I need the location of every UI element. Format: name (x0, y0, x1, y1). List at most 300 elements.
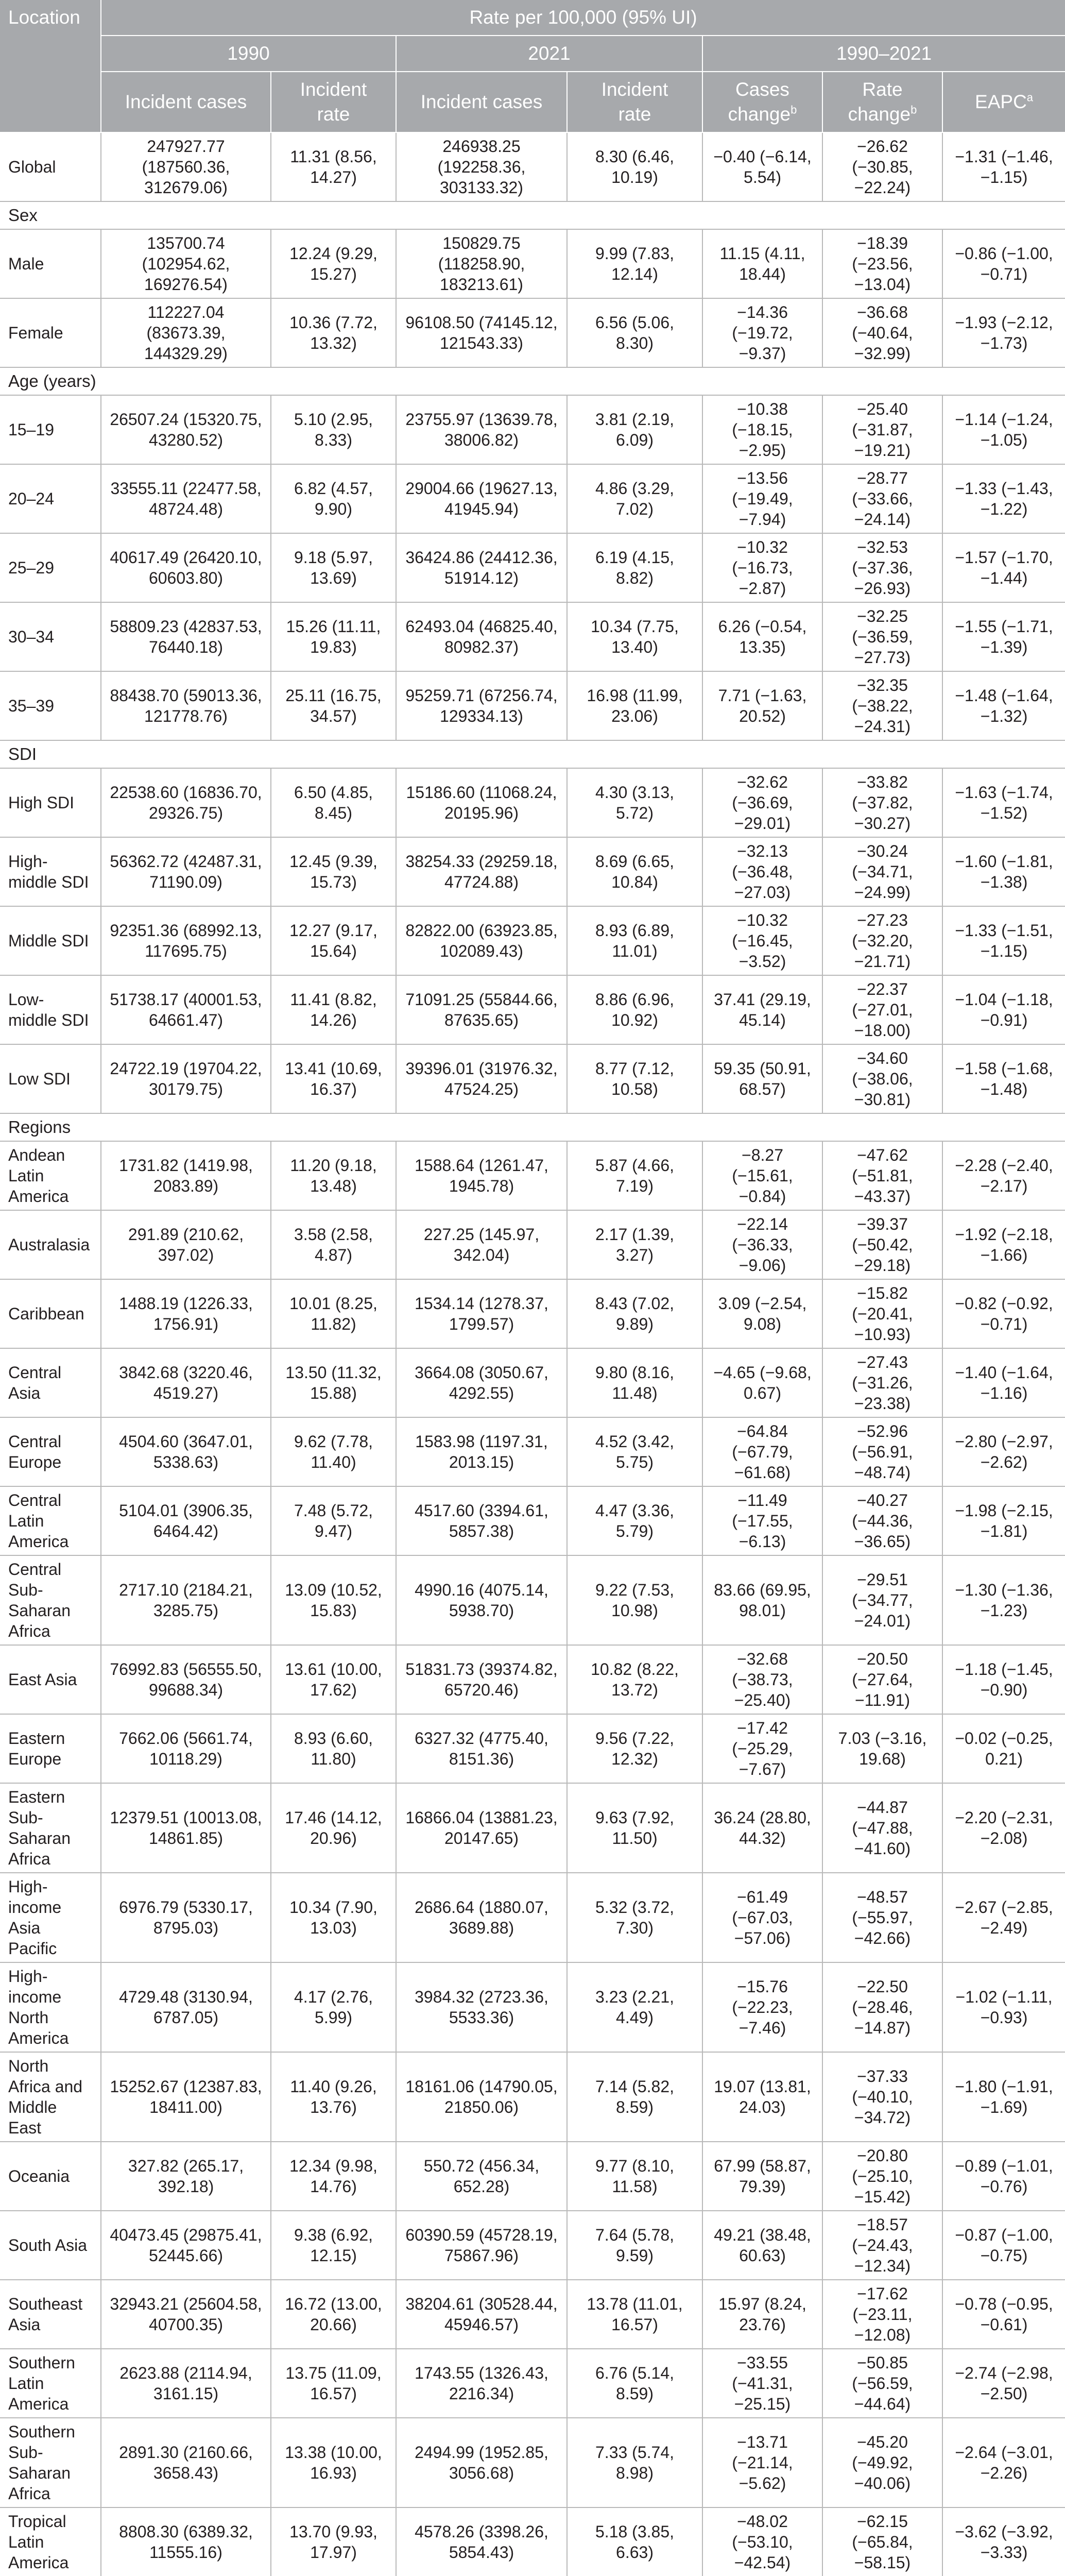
header-row-3 (0, 72, 1065, 132)
rate-2021-cell: 9.56 (7.22, 12.32) (567, 1714, 702, 1783)
rate-change-cell: −34.60 (−38.06, −30.81) (822, 1044, 942, 1113)
rate-2021-cell: 10.34 (7.75, 13.40) (567, 602, 702, 671)
location-cell: South Asia (0, 2211, 101, 2280)
table-row (0, 975, 1065, 1044)
rate-2021-cell: 3.23 (2.21, 4.49) (567, 1962, 702, 2052)
rate-change-cell: −30.24 (−34.71, −24.99) (822, 837, 942, 906)
cases-2021-cell: 51831.73 (39374.82, 65720.46) (396, 1645, 567, 1714)
cases-1990-cell: 33555.11 (22477.58, 48724.48) (101, 464, 271, 533)
cases-2021-cell: 1534.14 (1278.37, 1799.57) (396, 1279, 567, 1348)
rate-1990-cell: 13.61 (10.00, 17.62) (271, 1645, 396, 1714)
location-cell: 20–24 (0, 464, 101, 533)
eapc-cell: −0.82 (−0.92, −0.71) (942, 1279, 1065, 1348)
location-cell: 15–19 (0, 395, 101, 464)
cases-2021-cell: 96108.50 (74145.12, 121543.33) (396, 298, 567, 367)
cases-change-cell: 36.24 (28.80, 44.32) (702, 1783, 822, 1873)
cases-1990-cell: 51738.17 (40001.53, 64661.47) (101, 975, 271, 1044)
table-row (0, 395, 1065, 464)
rate-1990-cell: 10.36 (7.72, 13.32) (271, 298, 396, 367)
location-cell: 30–34 (0, 602, 101, 671)
location-cell: 35–39 (0, 671, 101, 740)
section-label: Sex (0, 201, 1065, 229)
rate-1990-cell: 9.18 (5.97, 13.69) (271, 533, 396, 602)
cases-2021-cell: 39396.01 (31976.32, 47524.25) (396, 1044, 567, 1113)
rate-change-cell: −27.23 (−32.20, −21.71) (822, 906, 942, 975)
rate-change-cell: −17.62 (−23.11, −12.08) (822, 2280, 942, 2349)
rate-1990-cell: 13.70 (9.93, 17.97) (271, 2507, 396, 2576)
location-cell: Global (0, 132, 101, 201)
table-row (0, 602, 1065, 671)
table-row (0, 2418, 1065, 2507)
section-label: Age (years) (0, 367, 1065, 395)
cases-change-cell: −11.49 (−17.55, −6.13) (702, 1486, 822, 1555)
eapc-cell: −1.02 (−1.11, −0.93) (942, 1962, 1065, 2052)
eapc-cell: −0.02 (−0.25, 0.21) (942, 1714, 1065, 1783)
rate-2021-cell: 6.76 (5.14, 8.59) (567, 2349, 702, 2418)
eapc-cell: −0.78 (−0.95, −0.61) (942, 2280, 1065, 2349)
cases-2021-cell: 6327.32 (4775.40, 8151.36) (396, 1714, 567, 1783)
section-label: SDI (0, 740, 1065, 768)
table-row (0, 1141, 1065, 1210)
cases-1990-cell: 327.82 (265.17, 392.18) (101, 2142, 271, 2211)
rate-2021-cell: 5.18 (3.85, 6.63) (567, 2507, 702, 2576)
rate-2021-cell: 9.99 (7.83, 12.14) (567, 229, 702, 298)
rate-change-cell: −27.43 (−31.26, −23.38) (822, 1348, 942, 1417)
location-cell: Caribbean (0, 1279, 101, 1348)
rate-1990-cell: 16.72 (13.00, 20.66) (271, 2280, 396, 2349)
rate-change-cell: −32.53 (−37.36, −26.93) (822, 533, 942, 602)
header-2021: 2021 (396, 36, 702, 72)
eapc-cell: −1.30 (−1.36, −1.23) (942, 1555, 1065, 1645)
eapc-cell: −1.57 (−1.70, −1.44) (942, 533, 1065, 602)
rate-change-cell: −18.57 (−24.43, −12.34) (822, 2211, 942, 2280)
rate-change-cell: −22.37 (−27.01, −18.00) (822, 975, 942, 1044)
cases-change-cell: −4.65 (−9.68, 0.67) (702, 1348, 822, 1417)
rate-1990-cell: 3.58 (2.58, 4.87) (271, 1210, 396, 1279)
cases-1990-cell: 58809.23 (42837.53, 76440.18) (101, 602, 271, 671)
cases-1990-cell: 12379.51 (10013.08, 14861.85) (101, 1783, 271, 1873)
cases-1990-cell: 1731.82 (1419.98, 2083.89) (101, 1141, 271, 1210)
rate-1990-cell: 6.50 (4.85, 8.45) (271, 768, 396, 837)
location-cell: North Africa and Middle East (0, 2052, 101, 2142)
rate-change-cell: −25.40 (−31.87, −19.21) (822, 395, 942, 464)
table-row (0, 1645, 1065, 1714)
rate-2021-cell: 6.56 (5.06, 8.30) (567, 298, 702, 367)
cases-2021-cell: 246938.25 (192258.36, 303133.32) (396, 132, 567, 201)
location-cell: Central Asia (0, 1348, 101, 1417)
rate-2021-cell: 8.30 (6.46, 10.19) (567, 132, 702, 201)
cases-1990-cell: 247927.77 (187560.36, 312679.06) (101, 132, 271, 201)
location-cell: East Asia (0, 1645, 101, 1714)
eapc-cell: −1.33 (−1.51, −1.15) (942, 906, 1065, 975)
cases-change-cell: −0.40 (−6.14, 5.54) (702, 132, 822, 201)
rate-1990-cell: 11.31 (8.56, 14.27) (271, 132, 396, 201)
table-row (0, 1714, 1065, 1783)
rate-1990-cell: 11.40 (9.26, 13.76) (271, 2052, 396, 2142)
cases-change-cell: 67.99 (58.87, 79.39) (702, 2142, 822, 2211)
section-label: Regions (0, 1113, 1065, 1141)
rate-change-cell: −26.62 (−30.85, −22.24) (822, 132, 942, 201)
eapc-cell: −0.86 (−1.00, −0.71) (942, 229, 1065, 298)
table-row (0, 1555, 1065, 1645)
rate-1990-cell: 12.45 (9.39, 15.73) (271, 837, 396, 906)
rate-change-cell: −22.50 (−28.46, −14.87) (822, 1962, 942, 2052)
eapc-cell: −1.80 (−1.91, −1.69) (942, 2052, 1065, 2142)
cases-1990-cell: 7662.06 (5661.74, 10118.29) (101, 1714, 271, 1783)
header-cases-change: Cases change$^b$ (702, 72, 822, 132)
cases-2021-cell: 1583.98 (1197.31, 2013.15) (396, 1417, 567, 1486)
cases-change-cell: −61.49 (−67.03, −57.06) (702, 1873, 822, 1962)
table-row (0, 1279, 1065, 1348)
rate-1990-cell: 6.82 (4.57, 9.90) (271, 464, 396, 533)
table-row (0, 132, 1065, 201)
location-cell: Low SDI (0, 1044, 101, 1113)
table-row (0, 1486, 1065, 1555)
cases-1990-cell: 2623.88 (2114.94, 3161.15) (101, 2349, 271, 2418)
section-row (0, 201, 1065, 229)
header-incident-rate-2021: Incident rate (567, 72, 702, 132)
rate-change-cell: −28.77 (−33.66, −24.14) (822, 464, 942, 533)
rate-1990-cell: 13.09 (10.52, 15.83) (271, 1555, 396, 1645)
table-row (0, 298, 1065, 367)
location-cell: Central Latin America (0, 1486, 101, 1555)
cases-2021-cell: 71091.25 (55844.66, 87635.65) (396, 975, 567, 1044)
section-row (0, 367, 1065, 395)
cases-2021-cell: 62493.04 (46825.40, 80982.37) (396, 602, 567, 671)
rate-change-cell: −39.37 (−50.42, −29.18) (822, 1210, 942, 1279)
rate-2021-cell: 7.14 (5.82, 8.59) (567, 2052, 702, 2142)
rate-change-cell: −32.35 (−38.22, −24.31) (822, 671, 942, 740)
cases-change-cell: −17.42 (−25.29, −7.67) (702, 1714, 822, 1783)
location-cell: 25–29 (0, 533, 101, 602)
location-cell: Male (0, 229, 101, 298)
location-cell: High- income Asia Pacific (0, 1873, 101, 1962)
cases-1990-cell: 88438.70 (59013.36, 121778.76) (101, 671, 271, 740)
cases-1990-cell: 40617.49 (26420.10, 60603.80) (101, 533, 271, 602)
rate-change-cell: −62.15 (−65.84, −58.15) (822, 2507, 942, 2576)
header-incident-cases-2021: Incident cases (396, 72, 567, 132)
header-incident-cases-1990: Incident cases (101, 72, 271, 132)
cases-1990-cell: 112227.04 (83673.39, 144329.29) (101, 298, 271, 367)
cases-change-cell: −32.68 (−38.73, −25.40) (702, 1645, 822, 1714)
cases-2021-cell: 15186.60 (11068.24, 20195.96) (396, 768, 567, 837)
header-eapc: EAPC$^a$ (942, 72, 1065, 132)
rate-2021-cell: 6.19 (4.15, 8.82) (567, 533, 702, 602)
cases-1990-cell: 92351.36 (68992.13, 117695.75) (101, 906, 271, 975)
location-cell: Middle SDI (0, 906, 101, 975)
cases-2021-cell: 23755.97 (13639.78, 38006.82) (396, 395, 567, 464)
eapc-cell: −0.87 (−1.00, −0.75) (942, 2211, 1065, 2280)
cases-2021-cell: 60390.59 (45728.19, 75867.96) (396, 2211, 567, 2280)
cases-2021-cell: 38254.33 (29259.18, 47724.88) (396, 837, 567, 906)
table-row (0, 2052, 1065, 2142)
rate-change-cell: 7.03 (−3.16, 19.68) (822, 1714, 942, 1783)
eapc-cell: −2.80 (−2.97, −2.62) (942, 1417, 1065, 1486)
rate-change-cell: −37.33 (−40.10, −34.72) (822, 2052, 942, 2142)
eapc-cell: −1.33 (−1.43, −1.22) (942, 464, 1065, 533)
cases-change-cell: −10.32 (−16.45, −3.52) (702, 906, 822, 975)
location-cell: Female (0, 298, 101, 367)
cases-change-cell: −10.38 (−18.15, −2.95) (702, 395, 822, 464)
cases-2021-cell: 4990.16 (4075.14, 5938.70) (396, 1555, 567, 1645)
cases-1990-cell: 2891.30 (2160.66, 3658.43) (101, 2418, 271, 2507)
rate-1990-cell: 7.48 (5.72, 9.47) (271, 1486, 396, 1555)
cases-2021-cell: 150829.75 (118258.90, 183213.61) (396, 229, 567, 298)
rate-1990-cell: 4.17 (2.76, 5.99) (271, 1962, 396, 2052)
rate-1990-cell: 17.46 (14.12, 20.96) (271, 1783, 396, 1873)
cases-1990-cell: 40473.45 (29875.41, 52445.66) (101, 2211, 271, 2280)
cases-1990-cell: 291.89 (210.62, 397.02) (101, 1210, 271, 1279)
table-row (0, 2349, 1065, 2418)
location-cell: Andean Latin America (0, 1141, 101, 1210)
rate-2021-cell: 13.78 (11.01, 16.57) (567, 2280, 702, 2349)
cases-change-cell: 7.71 (−1.63, 20.52) (702, 671, 822, 740)
rate-2021-cell: 8.86 (6.96, 10.92) (567, 975, 702, 1044)
rate-2021-cell: 8.43 (7.02, 9.89) (567, 1279, 702, 1348)
table-row (0, 906, 1065, 975)
cases-change-cell: 83.66 (69.95, 98.01) (702, 1555, 822, 1645)
rate-2021-cell: 8.69 (6.65, 10.84) (567, 837, 702, 906)
cases-2021-cell: 95259.71 (67256.74, 129334.13) (396, 671, 567, 740)
cases-1990-cell: 3842.68 (3220.46, 4519.27) (101, 1348, 271, 1417)
header-row-1 (0, 0, 1065, 36)
table-row (0, 2507, 1065, 2576)
rate-2021-cell: 10.82 (8.22, 13.72) (567, 1645, 702, 1714)
location-cell: Southern Latin America (0, 2349, 101, 2418)
rate-change-cell: −20.80 (−25.10, −15.42) (822, 2142, 942, 2211)
cases-1990-cell: 5104.01 (3906.35, 6464.42) (101, 1486, 271, 1555)
cases-change-cell: −15.76 (−22.23, −7.46) (702, 1962, 822, 2052)
cases-1990-cell: 4504.60 (3647.01, 5338.63) (101, 1417, 271, 1486)
eapc-cell: −1.58 (−1.68, −1.48) (942, 1044, 1065, 1113)
rate-2021-cell: 4.52 (3.42, 5.75) (567, 1417, 702, 1486)
rate-change-cell: −52.96 (−56.91, −48.74) (822, 1417, 942, 1486)
location-cell: Oceania (0, 2142, 101, 2211)
cases-change-cell: 37.41 (29.19, 45.14) (702, 975, 822, 1044)
eapc-cell: −0.89 (−1.01, −0.76) (942, 2142, 1065, 2211)
cases-2021-cell: 29004.66 (19627.13, 41945.94) (396, 464, 567, 533)
cases-2021-cell: 16866.04 (13881.23, 20147.65) (396, 1783, 567, 1873)
location-cell: Southeast Asia (0, 2280, 101, 2349)
cases-change-cell: −8.27 (−15.61, −0.84) (702, 1141, 822, 1210)
rate-change-cell: −33.82 (−37.82, −30.27) (822, 768, 942, 837)
cases-2021-cell: 1743.55 (1326.43, 2216.34) (396, 2349, 567, 2418)
rate-1990-cell: 15.26 (11.11, 19.83) (271, 602, 396, 671)
cases-change-cell: 59.35 (50.91, 68.57) (702, 1044, 822, 1113)
cases-2021-cell: 36424.86 (24412.36, 51914.12) (396, 533, 567, 602)
eapc-cell: −1.14 (−1.24, −1.05) (942, 395, 1065, 464)
cases-change-cell: −10.32 (−16.73, −2.87) (702, 533, 822, 602)
rate-1990-cell: 12.27 (9.17, 15.64) (271, 906, 396, 975)
rate-2021-cell: 5.87 (4.66, 7.19) (567, 1141, 702, 1210)
cases-change-cell: −32.62 (−36.69, −29.01) (702, 768, 822, 837)
rate-1990-cell: 9.38 (6.92, 12.15) (271, 2211, 396, 2280)
table-row (0, 2211, 1065, 2280)
cases-1990-cell: 1488.19 (1226.33, 1756.91) (101, 1279, 271, 1348)
cases-2021-cell: 3984.32 (2723.36, 5533.36) (396, 1962, 567, 2052)
location-cell: Central Sub- Saharan Africa (0, 1555, 101, 1645)
cases-2021-cell: 550.72 (456.34, 652.28) (396, 2142, 567, 2211)
location-cell: Low- middle SDI (0, 975, 101, 1044)
rate-change-cell: −18.39 (−23.56, −13.04) (822, 229, 942, 298)
cases-change-cell: −64.84 (−67.79, −61.68) (702, 1417, 822, 1486)
rate-2021-cell: 9.77 (8.10, 11.58) (567, 2142, 702, 2211)
cases-2021-cell: 227.25 (145.97, 342.04) (396, 1210, 567, 1279)
cases-change-cell: −13.56 (−19.49, −7.94) (702, 464, 822, 533)
rate-2021-cell: 5.32 (3.72, 7.30) (567, 1873, 702, 1962)
cases-change-cell: −32.13 (−36.48, −27.03) (702, 837, 822, 906)
rate-change-cell: −20.50 (−27.64, −11.91) (822, 1645, 942, 1714)
cases-change-cell: 6.26 (−0.54, 13.35) (702, 602, 822, 671)
location-cell: Eastern Sub- Saharan Africa (0, 1783, 101, 1873)
rate-1990-cell: 13.75 (11.09, 16.57) (271, 2349, 396, 2418)
rate-1990-cell: 12.24 (9.29, 15.27) (271, 229, 396, 298)
eapc-cell: −2.20 (−2.31, −2.08) (942, 1783, 1065, 1873)
rate-1990-cell: 13.38 (10.00, 16.93) (271, 2418, 396, 2507)
table-row (0, 533, 1065, 602)
eapc-cell: −2.64 (−3.01, −2.26) (942, 2418, 1065, 2507)
table-row (0, 229, 1065, 298)
cases-1990-cell: 8808.30 (6389.32, 11555.16) (101, 2507, 271, 2576)
cases-change-cell: −22.14 (−36.33, −9.06) (702, 1210, 822, 1279)
table-row (0, 837, 1065, 906)
cases-2021-cell: 2686.64 (1880.07, 3689.88) (396, 1873, 567, 1962)
cases-1990-cell: 24722.19 (19704.22, 30179.75) (101, 1044, 271, 1113)
rate-2021-cell: 3.81 (2.19, 6.09) (567, 395, 702, 464)
rate-change-cell: −15.82 (−20.41, −10.93) (822, 1279, 942, 1348)
header-1990: 1990 (101, 36, 396, 72)
header-location: Location (0, 0, 101, 132)
cases-1990-cell: 32943.21 (25604.58, 40700.35) (101, 2280, 271, 2349)
rate-2021-cell: 9.22 (7.53, 10.98) (567, 1555, 702, 1645)
location-cell: Australasia (0, 1210, 101, 1279)
table-row (0, 2142, 1065, 2211)
eapc-cell: −1.31 (−1.46, −1.15) (942, 132, 1065, 201)
eapc-cell: −1.18 (−1.45, −0.90) (942, 1645, 1065, 1714)
rate-1990-cell: 5.10 (2.95, 8.33) (271, 395, 396, 464)
rate-change-cell: −32.25 (−36.59, −27.73) (822, 602, 942, 671)
location-cell: Tropical Latin America (0, 2507, 101, 2576)
location-cell: High- income North America (0, 1962, 101, 2052)
rate-2021-cell: 8.93 (6.89, 11.01) (567, 906, 702, 975)
section-row (0, 1113, 1065, 1141)
cases-2021-cell: 2494.99 (1952.85, 3056.68) (396, 2418, 567, 2507)
rate-change-cell: −44.87 (−47.88, −41.60) (822, 1783, 942, 1873)
rate-1990-cell: 9.62 (7.78, 11.40) (271, 1417, 396, 1486)
cases-change-cell: −48.02 (−53.10, −42.54) (702, 2507, 822, 2576)
cases-change-cell: 49.21 (38.48, 60.63) (702, 2211, 822, 2280)
rate-1990-cell: 25.11 (16.75, 34.57) (271, 671, 396, 740)
rate-1990-cell: 13.50 (11.32, 15.88) (271, 1348, 396, 1417)
rate-1990-cell: 11.41 (8.82, 14.26) (271, 975, 396, 1044)
eapc-cell: −1.55 (−1.71, −1.39) (942, 602, 1065, 671)
table-row (0, 1210, 1065, 1279)
cases-2021-cell: 3664.08 (3050.67, 4292.55) (396, 1348, 567, 1417)
location-cell: High SDI (0, 768, 101, 837)
rate-change-cell: −45.20 (−49.92, −40.06) (822, 2418, 942, 2507)
location-cell: Central Europe (0, 1417, 101, 1486)
cases-change-cell: 19.07 (13.81, 24.03) (702, 2052, 822, 2142)
rate-change-cell: −50.85 (−56.59, −44.64) (822, 2349, 942, 2418)
rate-2021-cell: 7.33 (5.74, 8.98) (567, 2418, 702, 2507)
rate-2021-cell: 4.86 (3.29, 7.02) (567, 464, 702, 533)
header-row-2 (0, 36, 1065, 72)
cases-change-cell: −33.55 (−41.31, −25.15) (702, 2349, 822, 2418)
cases-change-cell: 15.97 (8.24, 23.76) (702, 2280, 822, 2349)
cases-1990-cell: 6976.79 (5330.17, 8795.03) (101, 1873, 271, 1962)
eapc-cell: −1.04 (−1.18, −0.91) (942, 975, 1065, 1044)
cases-1990-cell: 4729.48 (3130.94, 6787.05) (101, 1962, 271, 2052)
cases-2021-cell: 4517.60 (3394.61, 5857.38) (396, 1486, 567, 1555)
rate-2021-cell: 9.80 (8.16, 11.48) (567, 1348, 702, 1417)
cases-1990-cell: 22538.60 (16836.70, 29326.75) (101, 768, 271, 837)
header-incident-rate-1990: Incident rate (271, 72, 396, 132)
cases-1990-cell: 56362.72 (42487.31, 71190.09) (101, 837, 271, 906)
rate-change-cell: −36.68 (−40.64, −32.99) (822, 298, 942, 367)
cases-change-cell: −14.36 (−19.72, −9.37) (702, 298, 822, 367)
rate-2021-cell: 7.64 (5.78, 9.59) (567, 2211, 702, 2280)
table-row (0, 1348, 1065, 1417)
rate-1990-cell: 10.34 (7.90, 13.03) (271, 1873, 396, 1962)
cases-change-cell: 11.15 (4.11, 18.44) (702, 229, 822, 298)
rate-1990-cell: 13.41 (10.69, 16.37) (271, 1044, 396, 1113)
eapc-cell: −1.92 (−2.18, −1.66) (942, 1210, 1065, 1279)
rate-2021-cell: 16.98 (11.99, 23.06) (567, 671, 702, 740)
table-row (0, 1962, 1065, 2052)
eapc-cell: −1.40 (−1.64, −1.16) (942, 1348, 1065, 1417)
eapc-cell: −1.48 (−1.64, −1.32) (942, 671, 1065, 740)
cases-change-cell: 3.09 (−2.54, 9.08) (702, 1279, 822, 1348)
rate-1990-cell: 12.34 (9.98, 14.76) (271, 2142, 396, 2211)
eapc-cell: −3.62 (−3.92, −3.33) (942, 2507, 1065, 2576)
rate-1990-cell: 8.93 (6.60, 11.80) (271, 1714, 396, 1783)
cases-1990-cell: 76992.83 (56555.50, 99688.34) (101, 1645, 271, 1714)
rate-2021-cell: 4.30 (3.13, 5.72) (567, 768, 702, 837)
rate-change-cell: −40.27 (−44.36, −36.65) (822, 1486, 942, 1555)
cases-1990-cell: 2717.10 (2184.21, 3285.75) (101, 1555, 271, 1645)
table-row (0, 1783, 1065, 1873)
cases-2021-cell: 82822.00 (63923.85, 102089.43) (396, 906, 567, 975)
rate-2021-cell: 8.77 (7.12, 10.58) (567, 1044, 702, 1113)
cases-1990-cell: 26507.24 (15320.75, 43280.52) (101, 395, 271, 464)
eapc-cell: −2.74 (−2.98, −2.50) (942, 2349, 1065, 2418)
location-cell: Eastern Europe (0, 1714, 101, 1783)
eapc-cell: −1.63 (−1.74, −1.52) (942, 768, 1065, 837)
rate-2021-cell: 4.47 (3.36, 5.79) (567, 1486, 702, 1555)
cases-2021-cell: 18161.06 (14790.05, 21850.06) (396, 2052, 567, 2142)
table-row (0, 1417, 1065, 1486)
table-row (0, 464, 1065, 533)
table-row (0, 768, 1065, 837)
rate-2021-cell: 9.63 (7.92, 11.50) (567, 1783, 702, 1873)
cases-2021-cell: 1588.64 (1261.47, 1945.78) (396, 1141, 567, 1210)
eapc-cell: −1.98 (−2.15, −1.81) (942, 1486, 1065, 1555)
rate-1990-cell: 10.01 (8.25, 11.82) (271, 1279, 396, 1348)
eapc-cell: −1.93 (−2.12, −1.73) (942, 298, 1065, 367)
table-row (0, 2280, 1065, 2349)
table-row (0, 1873, 1065, 1962)
header-rate-change: Rate change$^b$ (822, 72, 942, 132)
header-change: 1990–2021 (702, 36, 1065, 72)
eapc-cell: −2.67 (−2.85, −2.49) (942, 1873, 1065, 1962)
rate-change-cell: −47.62 (−51.81, −43.37) (822, 1141, 942, 1210)
table-row (0, 1044, 1065, 1113)
rate-change-cell: −29.51 (−34.77, −24.01) (822, 1555, 942, 1645)
eapc-cell: −1.60 (−1.81, −1.38) (942, 837, 1065, 906)
rate-2021-cell: 2.17 (1.39, 3.27) (567, 1210, 702, 1279)
eapc-cell: −2.28 (−2.40, −2.17) (942, 1141, 1065, 1210)
rate-change-cell: −48.57 (−55.97, −42.66) (822, 1873, 942, 1962)
